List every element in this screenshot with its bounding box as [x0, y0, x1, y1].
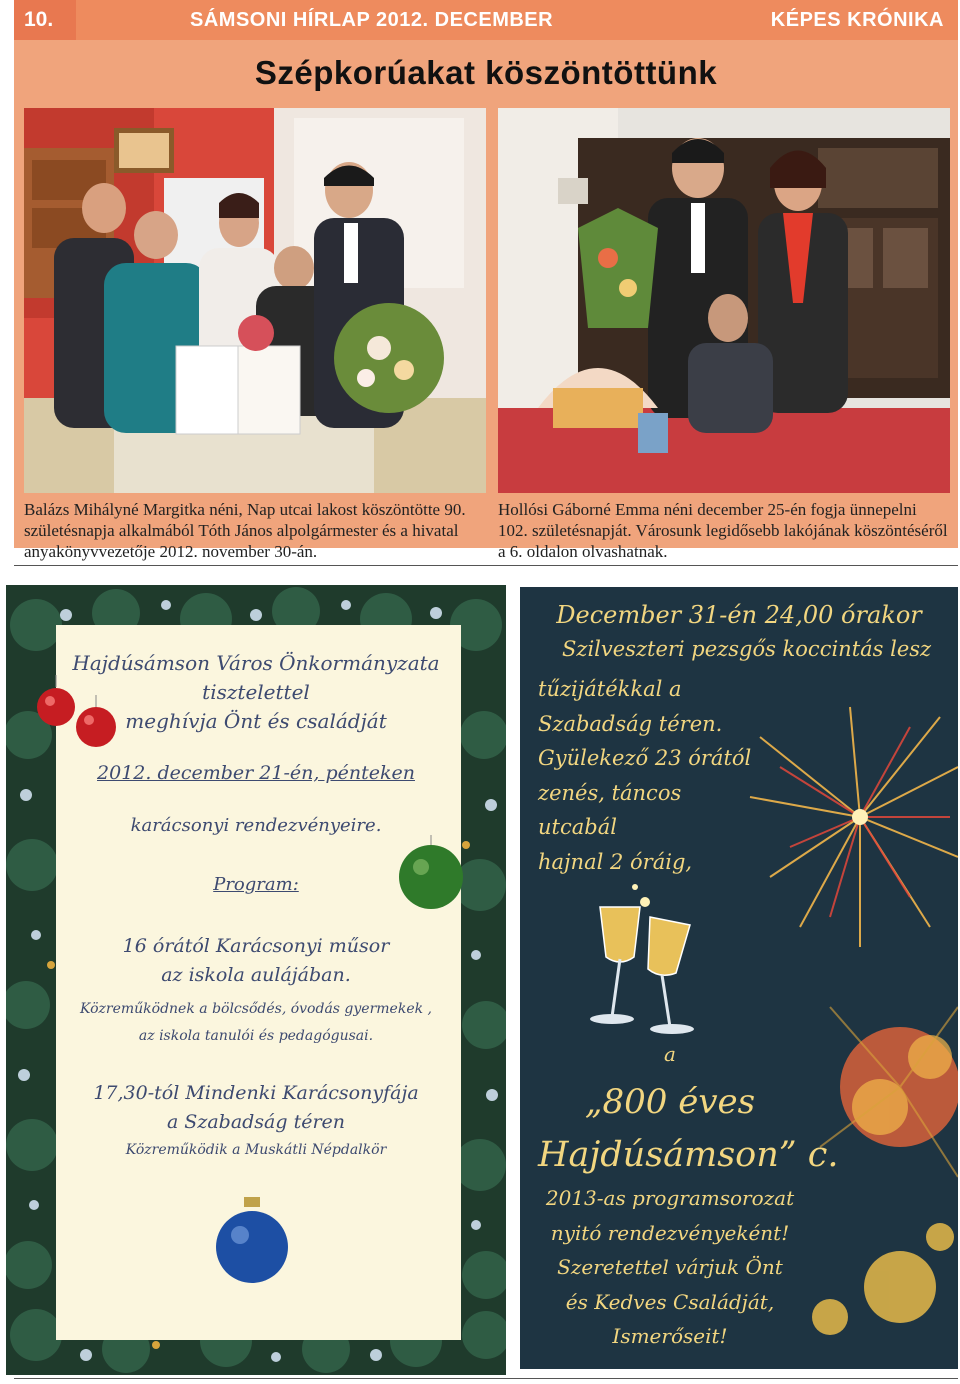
closing-line: Ismerőseit!	[612, 1324, 728, 1348]
nye-details	[538, 672, 751, 879]
publication-title: SÁMSONI HÍRLAP 2012. DECEMBER	[190, 9, 554, 31]
event-line: 17,30-tól Mindenki Karácsonyfája	[93, 1082, 419, 1104]
page-header	[14, 0, 958, 40]
host-line: meghívja Önt és családját	[125, 709, 387, 733]
event-2	[6, 1079, 506, 1137]
program-series-name: Hajdúsámson” c.	[538, 1135, 839, 1175]
detail-line: zenés, táncos	[538, 780, 682, 805]
host-line: tisztelettel	[202, 680, 310, 704]
note-line: Közreműködnek a bölcsődés, óvodás gyermekek ,	[80, 1001, 432, 1017]
panel-title: Szépkorúakat köszöntöttünk	[254, 54, 718, 91]
invitation-host	[6, 649, 506, 736]
section-title: KÉPES KRÓNIKA	[770, 9, 944, 31]
christmas-invitation	[6, 585, 506, 1375]
nye-closing	[520, 1181, 820, 1354]
photo-birthday-90	[24, 108, 486, 493]
page-number: 10.	[14, 0, 76, 40]
caption-birthday-90: Balázs Mihályné Margitka néni, Nap utcai lakost köszöntötte 90. születésnapja alkalmából Tóth János alpolgármester és a hivatal anyakönyvvezetője 2012. november 30-án.	[24, 500, 466, 561]
detail-line: tűzijátékkal a	[538, 677, 682, 701]
closing-line: nyitó rendezvényeként!	[550, 1220, 790, 1245]
event-line: 16 órától Karácsonyi műsor	[122, 935, 390, 957]
bottom-divider-line	[14, 1378, 958, 1379]
new-years-eve-panel	[520, 587, 958, 1369]
detail-line: Gyülekező 23 órától	[538, 746, 752, 770]
closing-line: és Kedves Családját,	[565, 1289, 775, 1314]
nye-a: a	[664, 1042, 676, 1066]
closing-line: Szeretettel várjuk Önt	[557, 1255, 783, 1279]
host-line: Hajdúsámson Város Önkormányzata	[72, 651, 440, 675]
program-series-title: „800 éves	[584, 1082, 756, 1122]
event-2-note: Közreműködik a Muskátli Népdalkör	[125, 1142, 387, 1158]
nye-toast: Szilveszteri pezsgős koccintás lesz	[562, 637, 932, 661]
caption-birthday-102: Hollósi Gáborné Emma néni december 25-én fogja ünnepelni 102. születésnapját. Városunk legidősebb lakójának köszöntéséről a 6. oldalon olvashatnak.	[498, 500, 948, 561]
nye-datetime: December 31-én 24,00 órakor	[556, 601, 922, 629]
blue-ornament	[212, 1197, 292, 1287]
event-1	[6, 932, 506, 990]
event-line: a Szabadság téren	[166, 1111, 346, 1133]
photo-birthday-102	[498, 108, 950, 493]
divider-line	[14, 565, 958, 566]
detail-line: hajnal 2 óráig,	[538, 849, 693, 874]
program-label: Program:	[213, 874, 299, 895]
event-line: az iskola aulájában.	[161, 964, 351, 986]
detail-line: utcabál	[538, 815, 617, 839]
note-line: az iskola tanulói és pedagógusai.	[138, 1028, 374, 1044]
invitation-events: karácsonyi rendezvényeire.	[130, 815, 382, 836]
invitation-date: 2012. december 21-én, pénteken	[97, 762, 415, 784]
birthday-panel	[14, 40, 958, 561]
event-1-note	[6, 996, 506, 1050]
detail-line: Szabadság téren.	[538, 711, 723, 736]
closing-line: 2013-as programsorozat	[545, 1186, 795, 1210]
